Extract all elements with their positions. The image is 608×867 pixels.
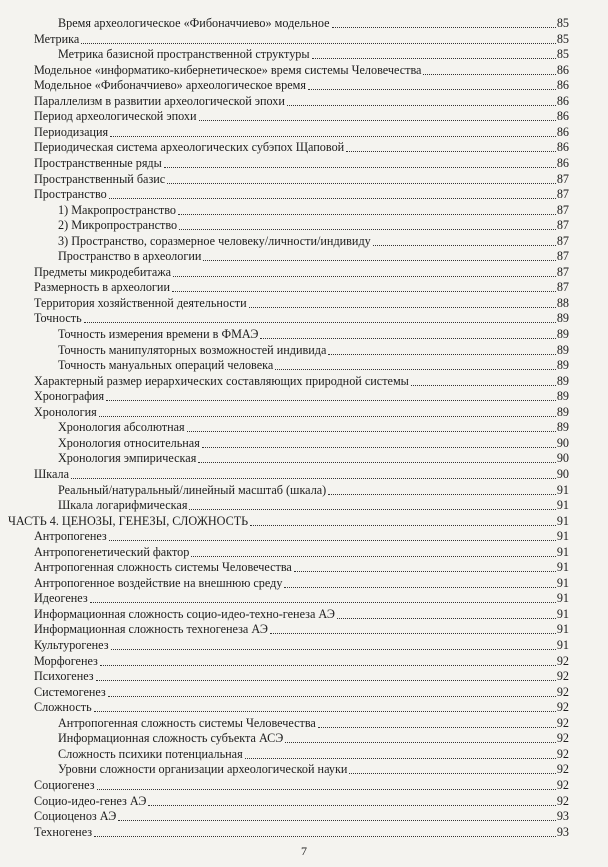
toc-entry-title: Информационная сложность социо-идео-техно-генеза АЭ [34, 606, 335, 621]
toc-entry-page: 91 [556, 638, 569, 652]
toc-entry-title: Время археологическое «Фибоначчиево» модельное [58, 16, 330, 30]
toc-entry [0, 109, 608, 124]
toc-entry-title: Пространство в археологии [58, 249, 202, 264]
dot-leader [199, 120, 556, 121]
dot-leader [71, 478, 556, 479]
toc-entry-title: Морфогенез [34, 653, 98, 668]
toc-entry-page: 86 [556, 124, 569, 139]
toc-entry [0, 560, 608, 575]
dot-leader [411, 385, 556, 386]
toc-entry-page: 93 [556, 809, 569, 824]
toc-entry [0, 545, 608, 560]
toc-entry-title: Антропогенез [34, 529, 107, 544]
toc-entry [0, 296, 608, 311]
toc-entry-page: 89 [556, 420, 569, 435]
toc-entry [0, 467, 608, 482]
toc-entry-title: Информационная сложность субъекта АСЭ [58, 731, 284, 746]
toc-entry-title: Антропогенетический фактор [34, 544, 190, 559]
toc-entry-page: 86 [556, 140, 569, 155]
toc-entry [0, 234, 608, 249]
dot-leader [94, 711, 556, 712]
toc-entry-page: 91 [556, 591, 569, 606]
toc-entry-title: 3) Пространство, соразмерное человеку/личности/индивиду [58, 233, 371, 248]
dot-leader [249, 307, 556, 308]
toc-entry [0, 311, 608, 326]
toc-entry-title: Точность [34, 311, 82, 326]
toc-entry [0, 436, 608, 451]
toc-entry-page: 91 [556, 529, 569, 544]
toc-entry-page: 87 [556, 280, 569, 295]
dot-leader [332, 27, 556, 28]
dot-leader [173, 276, 556, 277]
toc-entry-title: 1) Макропространство [58, 202, 176, 217]
toc-entry [0, 218, 608, 233]
toc-entry-page: 87 [556, 233, 569, 248]
toc-entry-title: Модельное «Фибоначчиево» археологическое время [34, 78, 306, 93]
dot-leader [106, 400, 556, 401]
toc-entry-page: 92 [556, 684, 569, 699]
dot-leader [349, 773, 555, 774]
toc-entry [0, 389, 608, 404]
toc-entry [0, 405, 608, 420]
toc-entry-title: Периодическая система археологических субэпох Щаповой [34, 140, 345, 155]
toc-entry [0, 172, 608, 187]
toc-entry [0, 249, 608, 264]
toc-entry-title: Пространственные ряды [34, 155, 162, 170]
dot-leader [187, 431, 556, 432]
toc-entry-title: Пространство [34, 187, 107, 202]
toc-entry [0, 529, 608, 544]
toc-entry [0, 187, 608, 202]
toc-entry-title: Сложность психики потенциальная [58, 746, 243, 761]
toc-entry [0, 78, 608, 93]
toc-entry [0, 343, 608, 358]
toc-entry-title: 2) Микропространство [58, 218, 178, 233]
toc-entry-title: Социоценоз АЭ [34, 809, 117, 824]
dot-leader [328, 494, 556, 495]
dot-leader [110, 136, 556, 137]
page-number: 7 [301, 844, 307, 858]
dot-leader [337, 618, 556, 619]
dot-leader [346, 151, 556, 152]
dot-leader [245, 758, 556, 759]
toc-entry-title: Сложность [34, 700, 92, 715]
toc-entry [0, 280, 608, 295]
dot-leader [191, 556, 555, 557]
toc-entry-title: Системогенез [34, 684, 106, 699]
toc-entry-page: 87 [556, 249, 569, 264]
toc-entry [0, 16, 608, 31]
toc-entry [0, 762, 608, 777]
toc-entry [0, 591, 608, 606]
toc-entry-page: 85 [556, 47, 569, 62]
dot-leader [109, 198, 556, 199]
dot-leader [100, 665, 556, 666]
toc-entry [0, 203, 608, 218]
toc-entry-title: Метрика базисной пространственной структуры [58, 47, 310, 62]
dot-leader [285, 742, 555, 743]
toc-entry [0, 622, 608, 637]
toc-entry-title: Территория хозяйственной деятельности [34, 295, 247, 310]
toc-entry [0, 94, 608, 109]
toc-entry-page: 90 [556, 451, 569, 466]
toc-entry-page: 87 [556, 202, 569, 217]
toc-entry-title: Психогенез [34, 669, 94, 684]
toc-entry-page: 89 [556, 311, 569, 326]
toc-entry-title: Хронография [34, 389, 105, 404]
toc-entry-page: 89 [556, 373, 569, 388]
dot-leader [198, 462, 556, 463]
toc-entry-title: Параллелизм в развитии археологической эпохи [34, 93, 285, 108]
toc-entry-title: Точность измерения времени в ФМАЭ [58, 327, 259, 341]
dot-leader [164, 167, 556, 168]
dot-leader [275, 369, 556, 370]
dot-leader [294, 571, 556, 572]
dot-leader [118, 820, 555, 821]
dot-leader [308, 89, 556, 90]
toc-entry [0, 358, 608, 373]
toc-entry [0, 32, 608, 47]
toc-entry-page: 92 [556, 700, 569, 715]
toc-entry-page: 92 [556, 762, 569, 777]
toc-entry [0, 327, 608, 342]
toc-entry-title: Размерность в археологии [34, 280, 170, 295]
toc-entry [0, 265, 608, 280]
toc-entry-page: 89 [556, 404, 569, 419]
toc-entry [0, 638, 608, 653]
toc-entry-title: Точность мануальных операций человека [58, 358, 274, 373]
toc-entry-page: 90 [556, 435, 569, 450]
dot-leader [373, 245, 556, 246]
toc-entry-title: Техногенез [34, 824, 93, 839]
toc-entry-page: 92 [556, 715, 569, 730]
toc-entry [0, 794, 608, 809]
toc-entry-title: Характерный размер иерархических составляющих природной системы [34, 373, 409, 388]
dot-leader [111, 649, 556, 650]
toc-entry-page: 92 [556, 731, 569, 746]
dot-leader [250, 525, 556, 526]
toc-entry-title: Хронология эмпирическая [58, 451, 197, 466]
toc-entry [0, 809, 608, 824]
toc-entry [0, 576, 608, 591]
toc-entry-page: 91 [556, 560, 569, 575]
toc-entry-page: 89 [556, 389, 569, 404]
toc-entry-title: Хронология [34, 404, 97, 419]
toc-entry-page: 91 [556, 498, 569, 513]
toc-entry-page: 91 [556, 513, 569, 528]
toc-entry [0, 483, 608, 498]
toc-entry-page: 88 [556, 295, 569, 310]
toc-entry-title: Точность манипуляторных возможностей индивида [58, 342, 327, 357]
toc-entry-title: Антропогенная сложность системы Человечества [34, 560, 292, 575]
toc-entry [0, 140, 608, 155]
dot-leader [203, 260, 555, 261]
toc-entry-page: 92 [556, 777, 569, 792]
dot-leader [284, 587, 555, 588]
toc-entry-page: 92 [556, 793, 569, 808]
toc-entry-page: 92 [556, 746, 569, 761]
toc-entry [0, 685, 608, 700]
toc-entry [0, 716, 608, 731]
dot-leader [202, 447, 556, 448]
toc-entry-page: 92 [556, 669, 569, 684]
dot-leader [260, 338, 555, 339]
dot-leader [423, 74, 555, 75]
toc-entry-title: Предметы микродебитажа [34, 264, 172, 279]
dot-leader [178, 214, 556, 215]
toc-entry [0, 825, 608, 840]
toc-entry-title: Метрика [34, 31, 80, 46]
toc-entry-page: 87 [556, 218, 569, 233]
toc-entry-page: 87 [556, 187, 569, 202]
toc-entry [0, 654, 608, 669]
toc-entry-title: Социо-идео-генез АЭ [34, 793, 147, 808]
dot-leader [328, 354, 555, 355]
toc-entry [0, 374, 608, 389]
toc-entry-page: 85 [556, 31, 569, 46]
toc-entry [0, 747, 608, 762]
toc-entry-page: 91 [556, 575, 569, 590]
toc-entry-page: 89 [556, 327, 569, 341]
dot-leader [84, 322, 556, 323]
toc-entry-page: 93 [556, 824, 569, 839]
toc-entry-page: 91 [556, 622, 569, 637]
toc-entry-title: Культурогенез [34, 638, 109, 652]
dot-leader [189, 509, 555, 510]
toc-entry-title: Идеогенез [34, 591, 88, 606]
toc-entry [0, 731, 608, 746]
toc-entry [0, 778, 608, 793]
toc-entry-page: 91 [556, 606, 569, 621]
toc-entry [0, 700, 608, 715]
dot-leader [81, 43, 555, 44]
toc-entry-page: 86 [556, 93, 569, 108]
toc-entry [0, 156, 608, 171]
dot-leader [96, 680, 556, 681]
toc-entry-page: 91 [556, 544, 569, 559]
toc-entry [0, 47, 608, 62]
toc-entry-title: Шкала логарифмическая [58, 498, 188, 513]
dot-leader [167, 183, 556, 184]
toc-entry-title: Период археологической эпохи [34, 109, 197, 124]
toc-entry-page: 86 [556, 78, 569, 93]
dot-leader [97, 789, 556, 790]
toc-entry-title: Шкала [34, 466, 70, 481]
dot-leader [108, 696, 556, 697]
dot-leader [148, 805, 555, 806]
toc-entry-page: 89 [556, 358, 569, 373]
toc-entry-page: 86 [556, 109, 569, 124]
toc-entry-page: 86 [556, 62, 569, 77]
dot-leader [94, 836, 556, 837]
toc-entry-page: 91 [556, 482, 569, 497]
toc-entry [0, 669, 608, 684]
toc-entry-page: 87 [556, 171, 569, 186]
dot-leader [90, 602, 556, 603]
toc-entry [0, 420, 608, 435]
toc-entry [0, 451, 608, 466]
toc-entry [0, 125, 608, 140]
dot-leader [172, 291, 556, 292]
toc-entry-title: Реальный/натуральный/линейный масштаб (шкала) [58, 482, 327, 497]
toc-entry-title: Информационная сложность техногенеза АЭ [34, 622, 268, 637]
toc-entry [0, 607, 608, 622]
toc-entry-page: 86 [556, 155, 569, 170]
dot-leader [270, 633, 556, 634]
toc-entry-title: Антропогенная сложность системы Человечества [58, 715, 316, 730]
toc-entry-title: Антропогенное воздействие на внешнюю среду [34, 575, 283, 590]
toc-entry-title: Хронология относительная [58, 435, 200, 450]
dot-leader [287, 105, 556, 106]
dot-leader [312, 58, 556, 59]
toc-entry [0, 63, 608, 78]
toc-entry-title: ЧАСТЬ 4. ЦЕНОЗЫ, ГЕНЕЗЫ, СЛОЖНОСТЬ [8, 513, 249, 528]
toc-entry-title: Социогенез [34, 777, 95, 792]
dot-leader [179, 229, 556, 230]
dot-leader [99, 416, 556, 417]
dot-leader [109, 540, 556, 541]
toc-entry-title: Периодизация [34, 124, 109, 139]
toc-entry-page: 85 [556, 16, 569, 30]
toc-entry-page: 90 [556, 466, 569, 481]
toc-entry-title: Модельное «информатико-кибернетическое» время системы Человечества [34, 62, 422, 77]
toc-entry-page: 87 [556, 264, 569, 279]
toc-entry [0, 498, 608, 513]
toc-entry-page: 92 [556, 653, 569, 668]
toc-entry-page: 89 [556, 342, 569, 357]
toc-entry-title: Уровни сложности организации археологической науки [58, 762, 348, 777]
toc-entry-title: Пространственный базис [34, 171, 166, 186]
toc-entry-title: Хронология абсолютная [58, 420, 185, 435]
dot-leader [318, 727, 556, 728]
toc-part-heading [0, 514, 608, 529]
